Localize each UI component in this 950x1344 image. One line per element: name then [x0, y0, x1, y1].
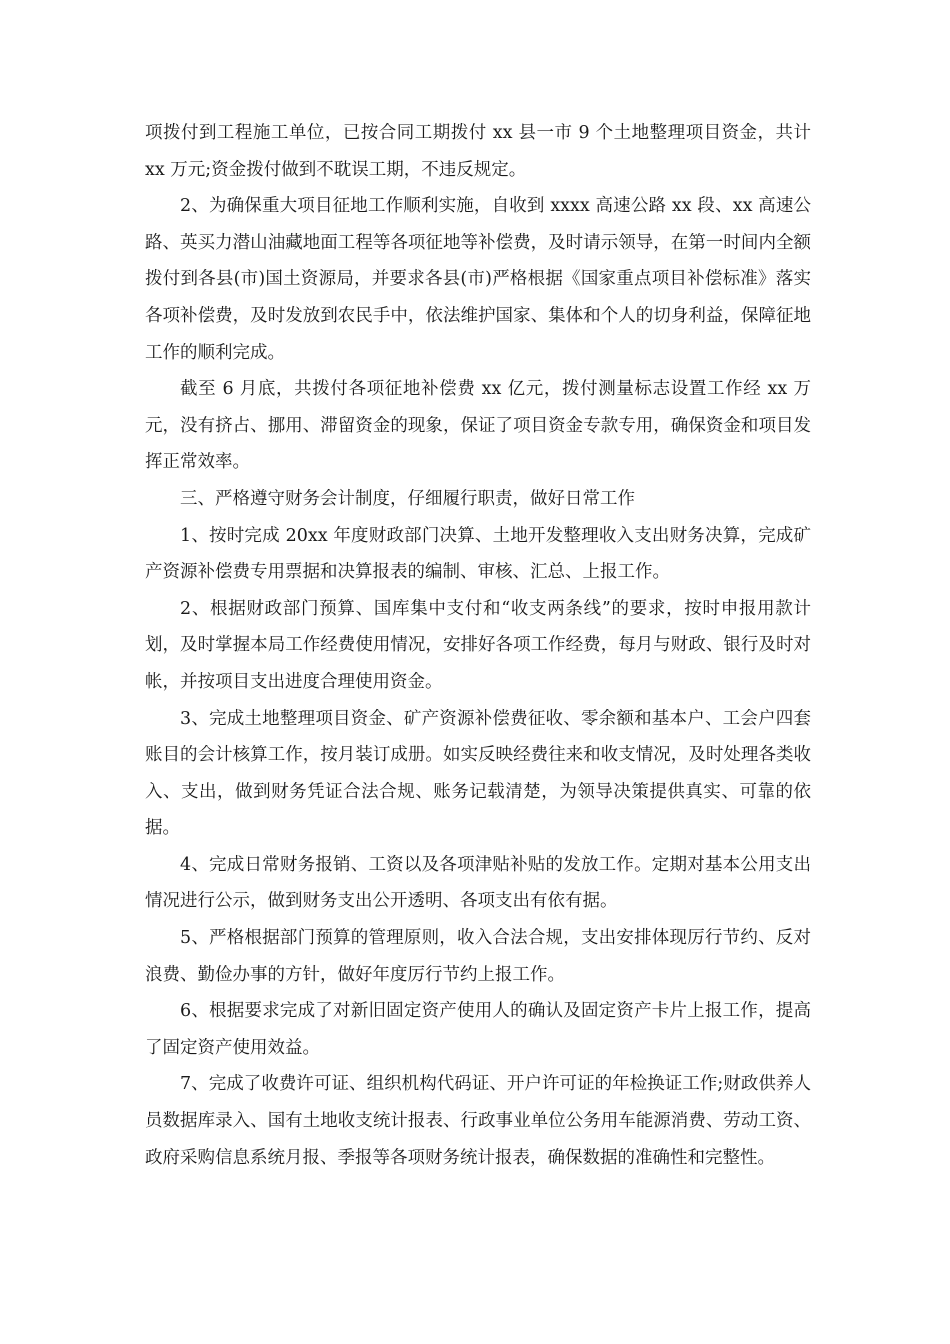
paragraph-item-1-final-accounts: 1、按时完成 20xx 年度财政部门决算、土地开发整理收入支出财务决算，完成矿产资源补偿费专用票据和决算报表的编制、审核、汇总、上报工作。 [145, 525, 811, 583]
document-body [145, 115, 811, 1176]
paragraph-continuation: 项拨付到工程施工单位，已按合同工期拨付 xx 县一市 9 个土地整理项目资金，共计 xx 万元;资金拨付做到不耽误工期，不违反规定。 [145, 123, 811, 180]
paragraph-item-2-budget: 2、根据财政部门预算、国库集中支付和“收支两条线”的要求，按时申报用款计划，及时掌握本局工作经费使用情况，安排好各项工作经费，每月与财政、银行及时对帐，并按项目支出进度合理使用资金。 [145, 598, 811, 692]
paragraph-item-3-accounting: 3、完成土地整理项目资金、矿产资源补偿费征收、零余额和基本户、工会户四套账目的会计核算工作，按月装订成册。如实反映经费往来和收支情况，及时处理各类收入、支出，做到财务凭证合法合规、账务记载清楚，为领导决策提供真实、可靠的依据。 [145, 708, 811, 839]
paragraph-item-7-licenses: 7、完成了收费许可证、组织机构代码证、开户许可证的年检换证工作;财政供养人员数据库录入、国有土地收支统计报表、行政事业单位公务用车能源消费、劳动工资、政府采购信息系统月报、季报等各项财务统计报表，确保数据的准确性和完整性。 [145, 1074, 811, 1168]
paragraph-item-4-reimbursement: 4、完成日常财务报销、工资以及各项津贴补贴的发放工作。定期对基本公用支出情况进行公示，做到财务支出公开透明、各项支出有依有据。 [145, 854, 811, 912]
section-heading-three: 三、严格遵守财务会计制度，仔细履行职责，做好日常工作 [180, 488, 635, 509]
paragraph-item-5-thrift: 5、严格根据部门预算的管理原则，收入合法合规，支出安排体现厉行节约、反对浪费、勤俭办事的方针，做好年度厉行节约上报工作。 [145, 928, 811, 985]
paragraph-june-summary: 截至 6 月底，共拨付各项征地补偿费 xx 亿元，拨付测量标志设置工作经 xx 万元，没有挤占、挪用、滞留资金的现象，保证了项目资金专款专用，确保资金和项目发挥正常效率。 [145, 379, 811, 473]
paragraph-item-2-land-acquisition: 2、为确保重大项目征地工作顺利实施，自收到 xxxx 高速公路 xx 段、xx 高速公路、英买力潜山油藏地面工程等各项征地等补偿费，及时请示领导，在第一时间内全额拨付到各县(市)国土资源局，并要求各县(市)严格根据《国家重点项目补偿标准》落实各项补偿费，及时发放到农民手中，依法维护国家、集体和个人的切身利益，保障征地工作的顺利完成。 [145, 196, 811, 363]
paragraph-item-6-fixed-assets: 6、根据要求完成了对新旧固定资产使用人的确认及固定资产卡片上报工作，提高了固定资产使用效益。 [145, 1001, 811, 1058]
